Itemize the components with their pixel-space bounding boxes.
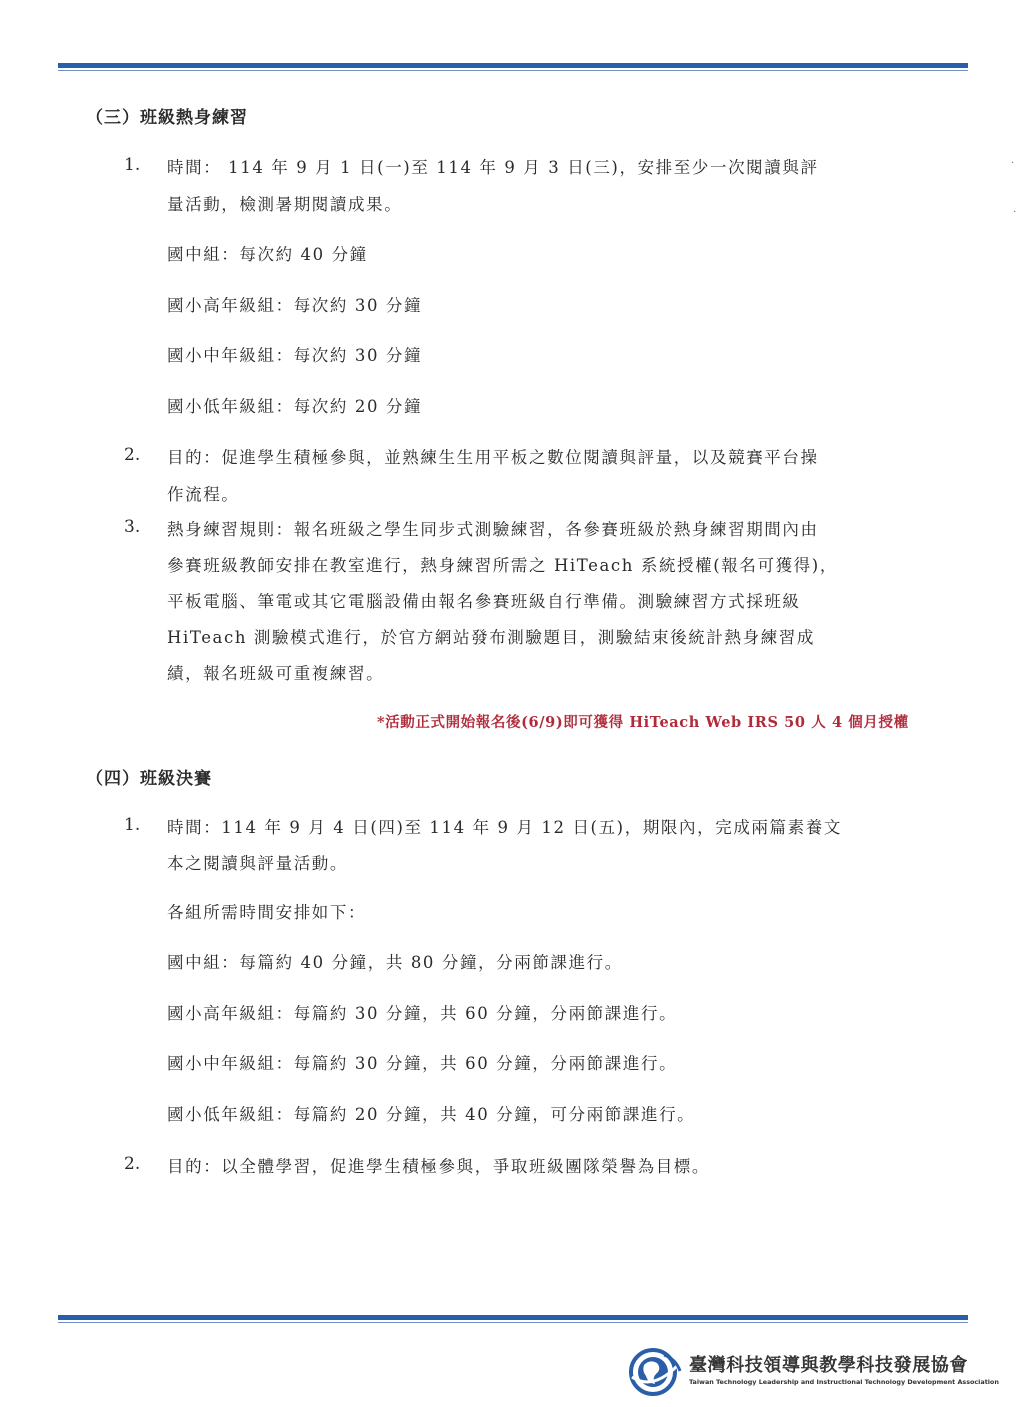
section3-schedule-lower-elementary: 國小低年級組：每次約 20 分鐘 <box>167 397 423 416</box>
section4-schedule-middle-elementary: 國小中年級組：每篇約 30 分鐘，共 60 分鐘，分兩節課進行。 <box>167 1054 678 1073</box>
scan-speck: · <box>1011 158 1015 169</box>
section3-item3-line1: 熱身練習規則：報名班級之學生同步式測驗練習，各參賽班級於熱身練習期間內由 <box>167 520 819 539</box>
license-note: *活動正式開始報名後(6/9)即可獲得 HiTeach Web IRS 50 人 4 個月授權 <box>377 714 909 731</box>
section4-item2-line1: 目的：以全體學習，促進學生積極參與，爭取班級團隊榮譽為目標。 <box>167 1157 710 1176</box>
section3-schedule-middle-elementary: 國小中年級組：每次約 30 分鐘 <box>167 346 423 365</box>
section3-item2-number: 2. <box>124 445 141 465</box>
section4-schedule-lower-elementary: 國小低年級組：每篇約 20 分鐘，共 40 分鐘，可分兩節課進行。 <box>167 1105 696 1124</box>
section3-item1-line1: 時間： 114 年 9 月 1 日(一)至 114 年 9 月 3 日(三)，安排至少一次閱讀與評 <box>167 158 819 177</box>
section3-item2-line1: 目的：促進學生積極參與，並熟練生生用平板之數位閱讀與評量，以及競賽平台操 <box>167 448 819 467</box>
section3-item1-line2: 量活動，檢測暑期閱讀成果。 <box>167 195 403 214</box>
section4-schedule-upper-elementary: 國小高年級組：每篇約 30 分鐘，共 60 分鐘，分兩節課進行。 <box>167 1004 678 1023</box>
section3-item3-number: 3. <box>124 517 141 537</box>
section3-schedule-upper-elementary: 國小高年級組：每次約 30 分鐘 <box>167 296 423 315</box>
globe-logo-icon <box>626 1347 684 1397</box>
section4-item2-number: 2. <box>124 1154 141 1174</box>
section3-item3-line2: 參賽班級教師安排在教室進行，熱身練習所需之 HiTeach 系統授權(報名可獲得)， <box>167 556 838 575</box>
section3-item3-line4: HiTeach 測驗模式進行，於官方網站發布測驗題目，測驗結束後統計熱身練習成 <box>167 628 816 647</box>
section3-item1-number: 1. <box>124 155 141 175</box>
section4-item1-line1: 時間：114 年 9 月 4 日(四)至 114 年 9 月 12 日(五)，期限內，完成兩篇素養文 <box>167 818 842 837</box>
section4-schedule-intro: 各組所需時間安排如下： <box>167 903 367 922</box>
section3-item3-line3: 平板電腦、筆電或其它電腦設備由報名參賽班級自行準備。測驗練習方式採班級 <box>167 592 801 611</box>
section3-heading: （三）班級熱身練習 <box>86 108 248 128</box>
section4-item1-line2: 本之閱讀與評量活動。 <box>167 854 348 873</box>
scan-speck: · <box>1013 207 1017 218</box>
organization-name-english: Taiwan Technology Leadership and Instructional Technology Development Association <box>689 1378 999 1386</box>
section3-item3-line5: 績，報名班級可重複練習。 <box>167 664 385 683</box>
organization-name: 臺灣科技領導與教學科技發展協會 <box>689 1355 968 1376</box>
section4-schedule-junior-high: 國中組：每篇約 40 分鐘，共 80 分鐘，分兩節課進行。 <box>167 953 623 972</box>
section4-item1-number: 1. <box>124 815 141 835</box>
section3-item2-line2: 作流程。 <box>167 485 240 504</box>
section4-heading: （四）班級決賽 <box>86 769 212 789</box>
section3-schedule-junior-high: 國中組：每次約 40 分鐘 <box>167 245 368 264</box>
